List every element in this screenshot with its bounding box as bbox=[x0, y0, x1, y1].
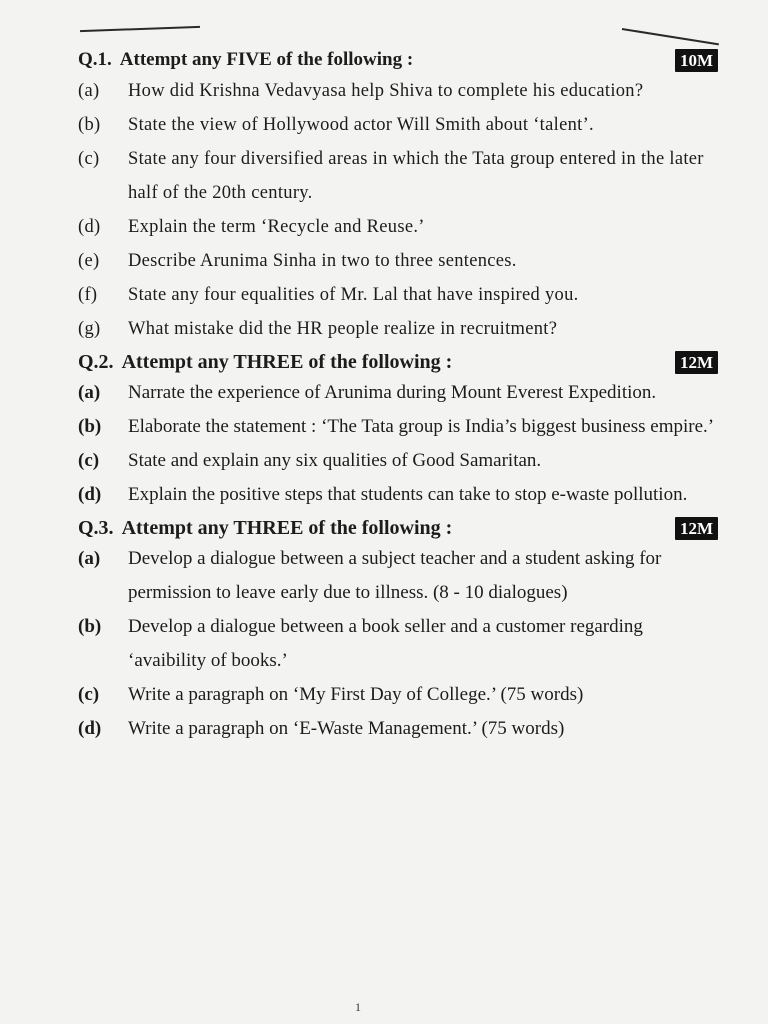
item-text: Explain the positive steps that students can take to stop e-waste pollution. bbox=[128, 484, 688, 505]
top-rule-right bbox=[622, 28, 719, 45]
item-label: (e) bbox=[78, 251, 100, 271]
question-3-header bbox=[78, 514, 718, 542]
list-item bbox=[78, 108, 718, 142]
item-text: Elaborate the statement : ‘The Tata group is India’s biggest business empire.’ bbox=[128, 416, 715, 437]
item-text: Write a paragraph on ‘My First Day of College.’ (75 words) bbox=[128, 684, 584, 705]
list-item bbox=[78, 542, 718, 610]
question-2-number: Q.2. bbox=[78, 351, 114, 373]
item-text: How did Krishna Vedavyasa help Shiva to complete his education? bbox=[128, 81, 644, 101]
list-item bbox=[78, 210, 718, 244]
question-3-number: Q.3. bbox=[78, 517, 114, 539]
question-2-title: Attempt any THREE of the following : bbox=[121, 351, 453, 373]
item-text: Develop a dialogue between a book seller and a customer regarding ‘avaibility of books.’ bbox=[128, 616, 643, 671]
list-item bbox=[78, 678, 718, 712]
question-1-number: Q.1. bbox=[78, 49, 112, 70]
list-item bbox=[78, 278, 718, 312]
question-2-section bbox=[78, 348, 718, 512]
question-2-marks-badge: 12M bbox=[675, 351, 718, 374]
item-text: Narrate the experience of Arunima during Mount Everest Expedition. bbox=[128, 382, 657, 403]
question-1-title: Attempt any FIVE of the following : bbox=[119, 49, 414, 70]
item-text: State the view of Hollywood actor Will Smith about ‘talent’. bbox=[128, 115, 594, 135]
question-3-title: Attempt any THREE of the following : bbox=[121, 517, 453, 539]
item-label: (b) bbox=[78, 616, 102, 637]
question-1-header bbox=[78, 46, 718, 74]
list-item bbox=[78, 610, 718, 678]
question-paper bbox=[78, 44, 718, 746]
top-rule-left bbox=[80, 26, 200, 32]
list-item bbox=[78, 142, 718, 210]
item-label: (d) bbox=[78, 484, 102, 505]
question-2-header bbox=[78, 348, 718, 376]
list-item bbox=[78, 478, 718, 512]
question-3-marks-badge: 12M bbox=[675, 517, 718, 540]
item-label: (a) bbox=[78, 548, 101, 569]
item-text: Explain the term ‘Recycle and Reuse.’ bbox=[128, 217, 425, 237]
item-label: (b) bbox=[78, 416, 102, 437]
list-item bbox=[78, 444, 718, 478]
item-label: (c) bbox=[78, 149, 100, 169]
item-text: Develop a dialogue between a subject teacher and a student asking for permission to leave early due to illness. (8 - 10 dialogues) bbox=[128, 548, 662, 603]
list-item bbox=[78, 312, 718, 346]
item-text: State any four diversified areas in which the Tata group entered in the later half of the 20th century. bbox=[128, 149, 704, 203]
item-label: (c) bbox=[78, 684, 100, 705]
question-1-marks-badge: 10M bbox=[675, 49, 718, 72]
item-text: What mistake did the HR people realize in recruitment? bbox=[128, 319, 558, 339]
item-label: (d) bbox=[78, 718, 102, 739]
item-label: (a) bbox=[78, 81, 100, 101]
item-label: (g) bbox=[78, 319, 101, 339]
list-item bbox=[78, 74, 718, 108]
list-item bbox=[78, 244, 718, 278]
page-number: 1 bbox=[355, 1000, 361, 1014]
item-label: (d) bbox=[78, 217, 101, 237]
item-label: (a) bbox=[78, 382, 101, 403]
item-text: State any four equalities of Mr. Lal that have inspired you. bbox=[128, 285, 579, 305]
list-item bbox=[78, 410, 718, 444]
item-label: (f) bbox=[78, 285, 98, 305]
question-3-section bbox=[78, 514, 718, 746]
item-text: State and explain any six qualities of Good Samaritan. bbox=[128, 450, 542, 471]
list-item bbox=[78, 712, 718, 746]
list-item bbox=[78, 376, 718, 410]
item-label: (b) bbox=[78, 115, 101, 135]
question-1-section bbox=[78, 46, 718, 346]
item-label: (c) bbox=[78, 450, 100, 471]
item-text: Describe Arunima Sinha in two to three sentences. bbox=[128, 251, 517, 271]
item-text: Write a paragraph on ‘E-Waste Management.’ (75 words) bbox=[128, 718, 565, 739]
